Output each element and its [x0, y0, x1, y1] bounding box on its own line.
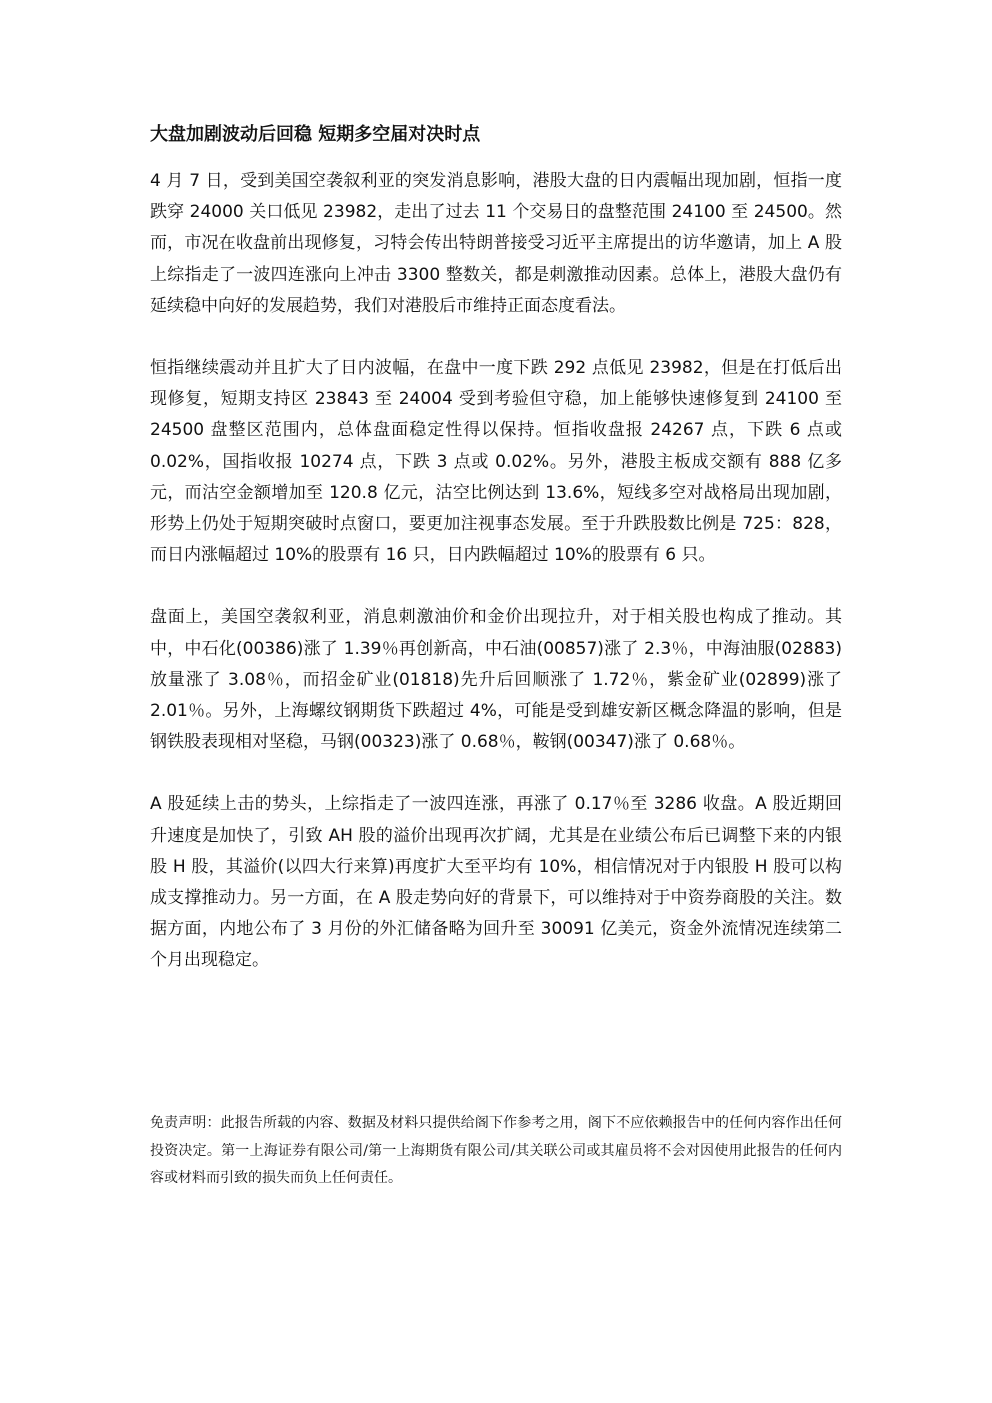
- document-title: 大盘加剧波动后回稳 短期多空届对决时点: [150, 124, 481, 145]
- paragraph-sector-movers: 盘面上，美国空袭叙利亚，消息刺激油价和金价出现拉升，对于相关股也构成了推动。其中，中石化(00386)涨了 1.39％再创新高，中石油(00857)涨了 2.3％，中海油服(02883)放量涨了 3.08％，而招金矿业(01818)先升后回顺涨了 1.72％，紫金矿业(02899)涨了 2.01％。另外，上海螺纹钢期货下跌超过 4%，可能是受到雄安新区概念降温的影响，但是钢铁股表现相对坚稳，马钢(00323)涨了 0.68％，鞍钢(00347)涨了 0.68％。: [150, 607, 842, 753]
- disclaimer: 免责声明：此报告所载的内容、数据及材料只提供给阁下作参考之用，阁下不应依赖报告中的任何内容作出任何投资决定。第一上海证券有限公司/第一上海期货有限公司/其关联公司或其雇员将不会对因使用此报告的任何内容或材料而引致的损失而负上任何责任。: [150, 1115, 842, 1186]
- document-body: [150, 118, 842, 1008]
- paragraph-a-shares: A 股延续上击的势头，上综指走了一波四连涨，再涨了 0.17％至 3286 收盘。A 股近期回升速度是加快了，引致 AH 股的溢价出现再次扩阔，尤其是在业绩公布后已调整下来的内银股 H 股，其溢价(以四大行来算)再度扩大至平均有 10%，相信情况对于内银股 H 股可以构成支撑推动力。另一方面，在 A 股走势向好的背景下，可以维持对于中资券商股的关注。数据方面，内地公布了 3 月份的外汇储备略为回升至 30091 亿美元，资金外流情况连续第二个月出现稳定。: [150, 794, 842, 971]
- paragraph-market-overview: 4 月 7 日，受到美国空袭叙利亚的突发消息影响，港股大盘的日内震幅出现加剧，恒指一度跌穿 24000 关口低见 23982，走出了过去 11 个交易日的盘整范围 24100 至 24500。然而，市况在收盘前出现修复，习特会传出特朗普接受习近平主席提出的访华邀请，加上 A 股上综指走了一波四连涨向上冲击 3300 整数关，都是刺激推动因素。总体上，港股大盘仍有延续稳中向好的发展趋势，我们对港股后市维持正面态度看法。: [150, 171, 842, 316]
- paragraph-hang-seng-index: 恒指继续震动并且扩大了日内波幅，在盘中一度下跌 292 点低见 23982，但是在打低后出现修复，短期支持区 23843 至 24004 受到考验但守稳，加上能够快速修复到 24100 至 24500 盘整区范围内，总体盘面稳定性得以保持。恒指收盘报 24267 点，下跌 6 点或 0.02%，国指收报 10274 点，下跌 3 点或 0.02%。另外，港股主板成交额有 888 亿多元，而沽空金额增加至 120.8 亿元，沽空比例达到 13.6%，短线多空对战格局出现加剧，形势上仍处于短期突破时点窗口，要更加注视事态发展。至于升跌股数比例是 725：828，而日内涨幅超过 10%的股票有 16 只，日内跌幅超过 10%的股票有 6 只。: [150, 358, 842, 566]
